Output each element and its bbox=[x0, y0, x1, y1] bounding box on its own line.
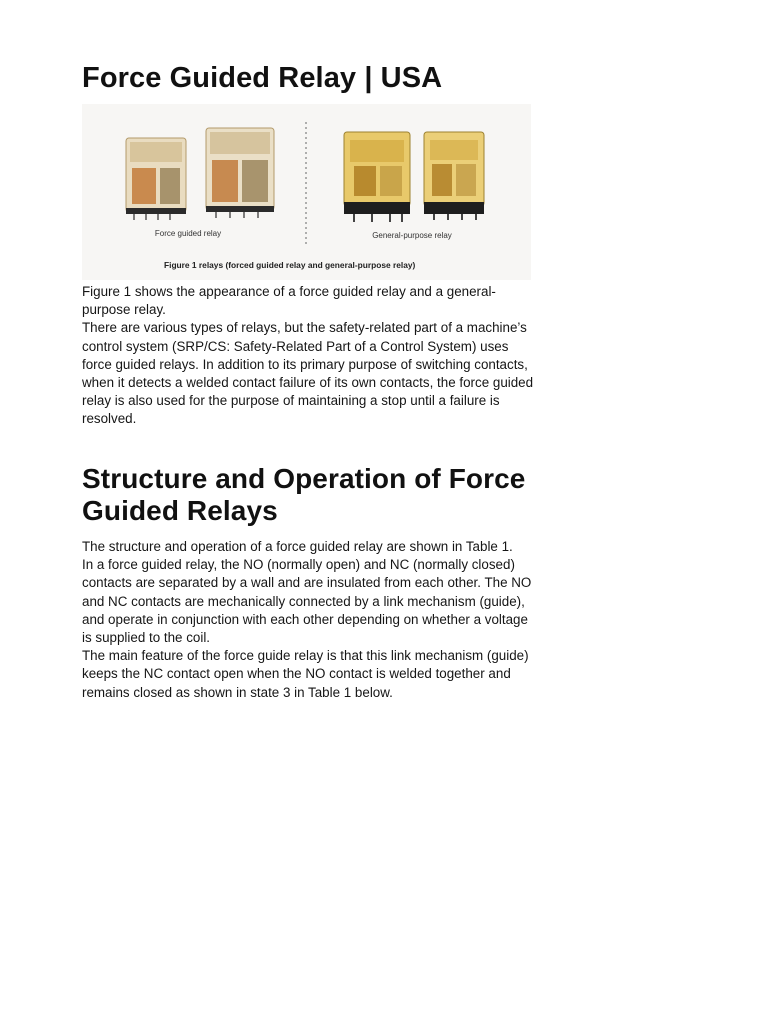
intro-paragraph-1: Figure 1 shows the appearance of a force guided relay and a general-purpose relay. bbox=[82, 284, 496, 318]
force-guided-relay-label: Force guided relay bbox=[154, 229, 222, 238]
general-purpose-relay-label: General-purpose relay bbox=[372, 231, 452, 240]
section-heading: Structure and Operation of Force Guided Relays bbox=[82, 463, 526, 526]
structure-paragraph-2: In a force guided relay, the NO (normally open) and NC (normally closed) contacts are separated by a wall and are insulated from each other. The NO and NC contacts are mechanically connected by a link mechanism (guide), and operate in conjunction with each other depending on whether a voltage is supplied to the coil. bbox=[82, 557, 532, 646]
intro-paragraph-2: There are various types of relays, but the safety-related part of a machine’s control system (SRP/CS: Safety-Related Part of a Control System) uses force guided relays. In addition to its primary purpose of switching contacts, when it detects a welded contact failure of its own contacts, the force guided relay is also used for the purpose of maintaining a stop until a failure is resolved. bbox=[82, 320, 534, 427]
general-purpose-relay-image-2 bbox=[424, 132, 484, 220]
structure-paragraph-1: The structure and operation of a force guided relay are shown in Table 1. bbox=[82, 539, 513, 554]
structure-paragraph-3: The main feature of the force guide relay is that this link mechanism (guide) keeps the NC contact open when the NO contact is welded together and remains closed as shown in state 3 in Table 1 below. bbox=[82, 648, 529, 700]
force-guided-relay-image-1 bbox=[126, 138, 186, 220]
figure-caption: Figure 1 relays (forced guided relay and general-purpose relay) bbox=[164, 260, 416, 270]
force-guided-relay-image-2 bbox=[206, 128, 274, 218]
intro-section bbox=[82, 283, 537, 429]
relay-photo-illustration bbox=[82, 104, 531, 280]
page-title: Force Guided Relay | USA bbox=[82, 62, 443, 94]
relay-figure bbox=[82, 104, 531, 280]
general-purpose-relay-image-1 bbox=[344, 132, 410, 222]
structure-section bbox=[82, 538, 537, 702]
